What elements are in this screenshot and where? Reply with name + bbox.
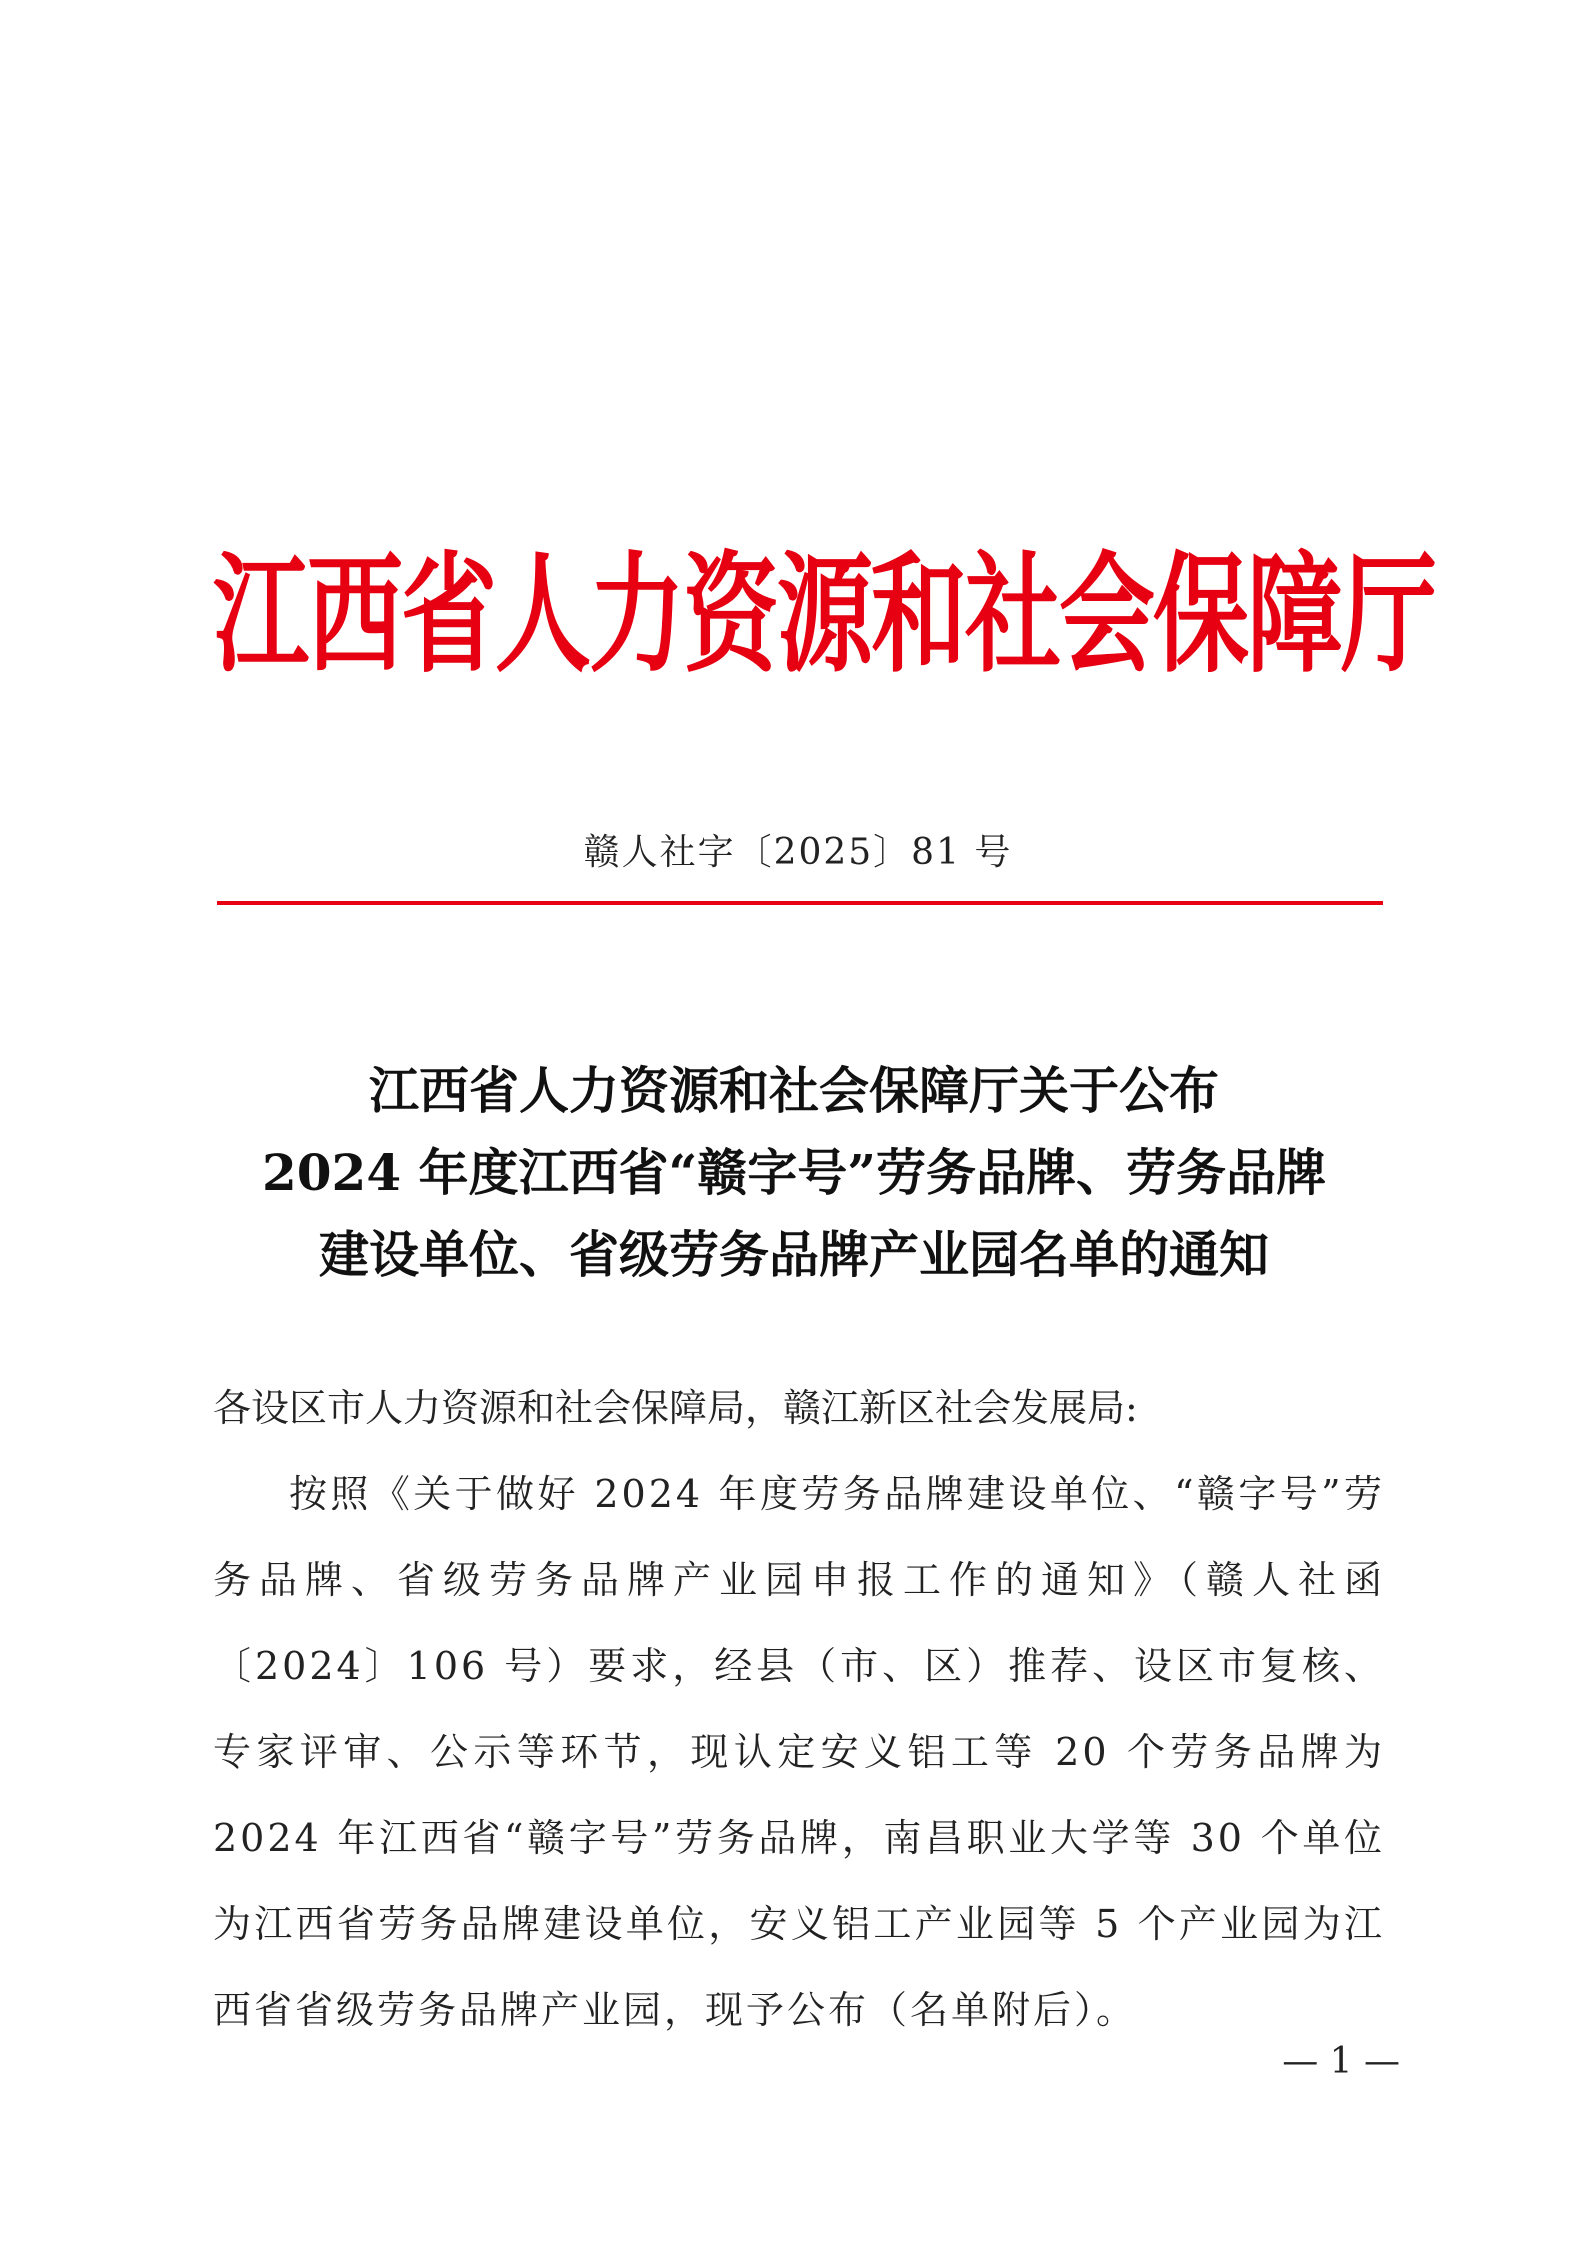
body-paragraph: 按照《关于做好 2024 年度劳务品牌建设单位、“赣字号”劳务品牌、省级劳务品牌产业园申报工作的通知》（赣人社函〔2024〕106 号）要求，经县（市、区）推荐、设区市复核、专家评审、公示等环节，现认定安义铝工等 20 个劳务品牌为 2024 年江西省“赣字号”劳务品牌，南昌职业大学等 30 个单位为江西省劳务品牌建设单位，安义铝工产业园等 5 个产业园为江西省省级劳务品牌产业园，现予公布（名单附后）。 bbox=[213, 1472, 1385, 2032]
document-number: 赣人社字〔2025〕81 号 bbox=[583, 832, 1013, 873]
title-line-2: 2024 年度江西省“赣字号”劳务品牌、劳务品牌 bbox=[261, 1143, 1327, 1202]
title-line-3: 建设单位、省级劳务品牌产业园名单的通知 bbox=[319, 1225, 1269, 1284]
issuer-header: 江西省人力资源和社会保障厅 bbox=[213, 538, 1435, 691]
salutation: 各设区市人力资源和社会保障局，赣江新区社会发展局: bbox=[213, 1386, 1138, 1430]
document-title bbox=[200, 1050, 1388, 1296]
title-line-1: 江西省人力资源和社会保障厅关于公布 bbox=[369, 1061, 1219, 1120]
page-number: — 1 — bbox=[1282, 2041, 1400, 2082]
red-divider-line bbox=[217, 901, 1383, 905]
document-body bbox=[213, 1365, 1385, 2053]
